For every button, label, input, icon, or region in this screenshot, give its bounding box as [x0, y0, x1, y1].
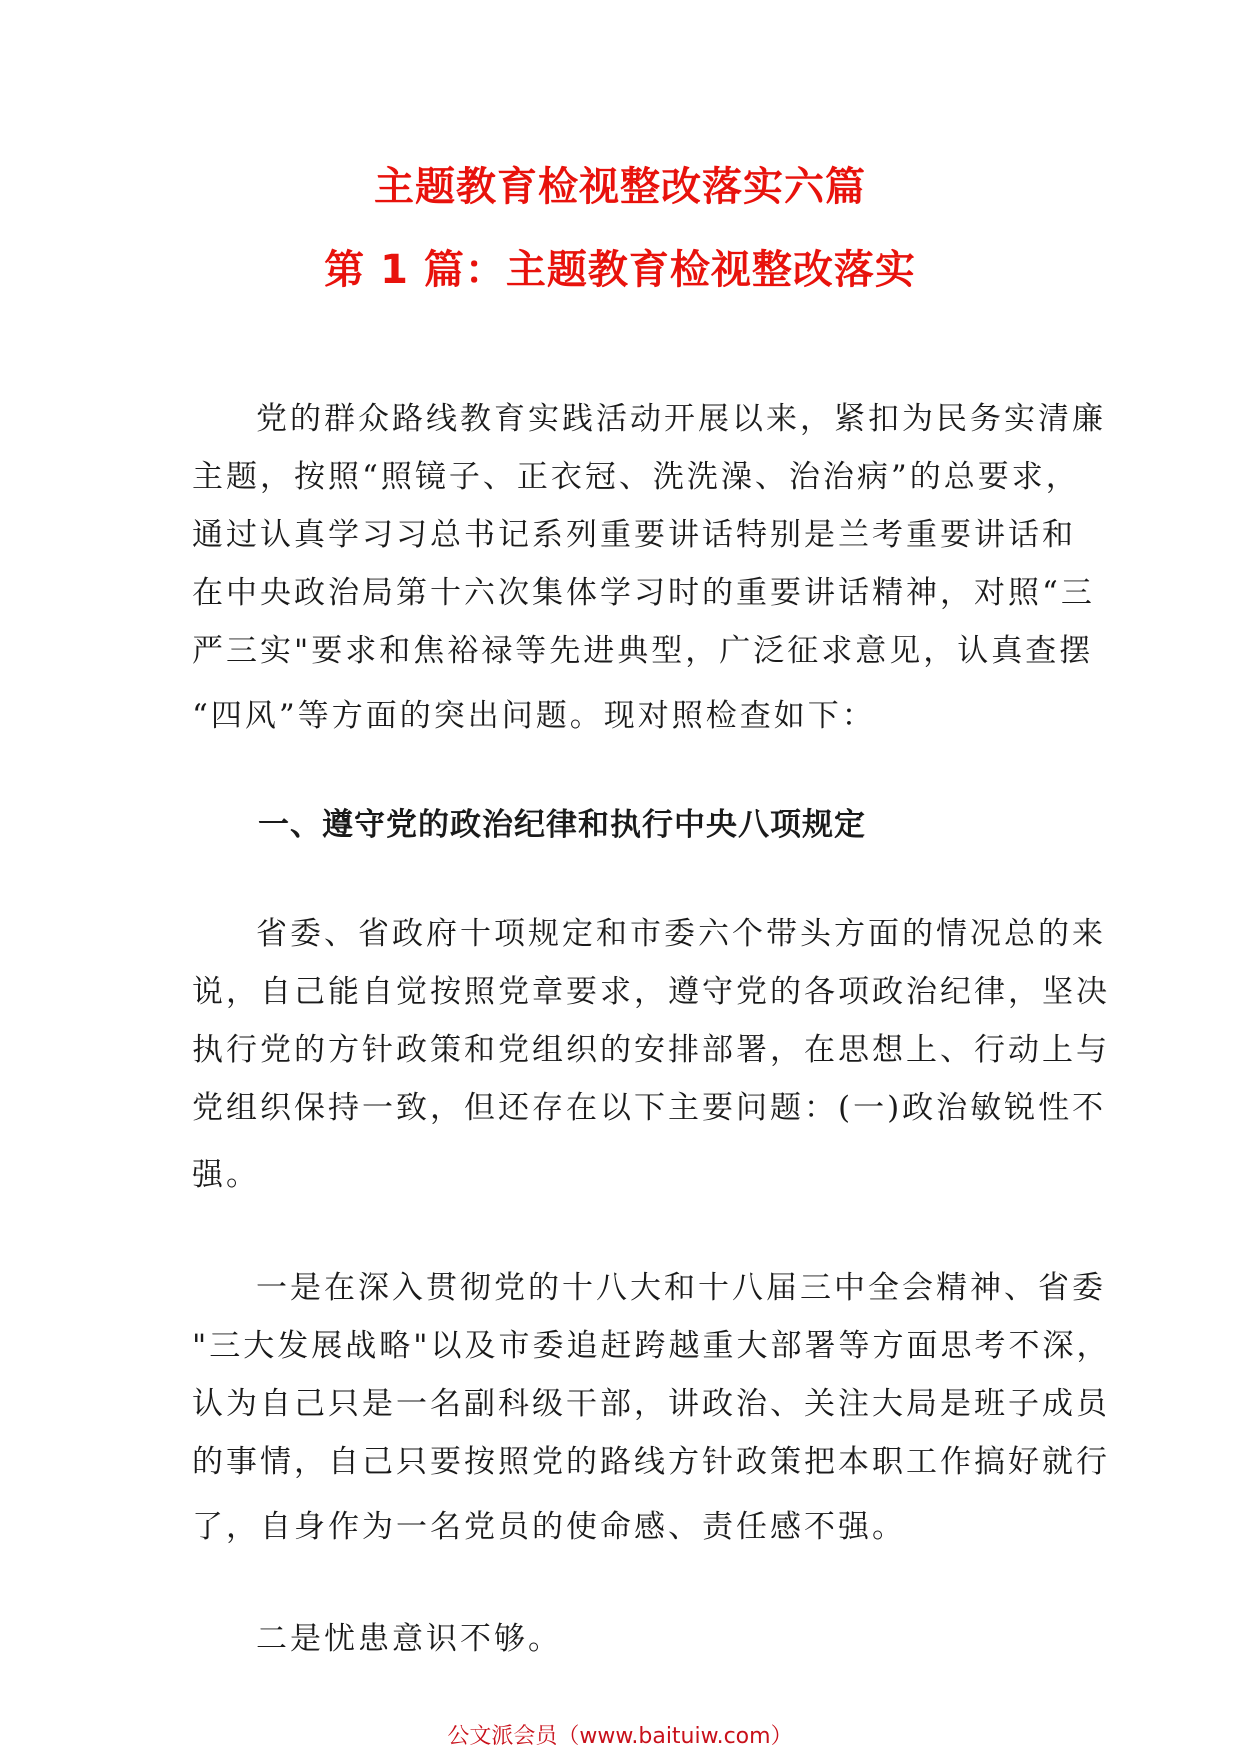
paragraph-line: 党的群众路线教育实践活动开展以来，紧扣为民务实清廉 [256, 401, 1106, 437]
paragraph-line: 一是在深入贯彻党的十八大和十八届三中全会精神、省委 [256, 1270, 1106, 1306]
paragraph-line: 强。 [192, 1157, 260, 1193]
paragraph-line: 了，自身作为一名党员的使命感、责任感不强。 [192, 1509, 906, 1545]
footer-watermark: 公文派会员（www.baituiw.com） [447, 1724, 793, 1749]
section-heading: 一、遵守党的政治纪律和执行中央八项规定 [258, 807, 866, 843]
paragraph-line: 严三实"要求和焦裕禄等先进典型，广泛征求意见，认真查摆 [192, 633, 1094, 669]
point2-paragraph: 二是忧患意识不够。 [256, 1621, 562, 1657]
paragraph-line: 省委、省政府十项规定和市委六个带头方面的情况总的来 [256, 916, 1106, 952]
paragraph-line: “四风”等方面的突出问题。现对照检查如下： [192, 698, 876, 734]
paragraph-line: 党组织保持一致，但还存在以下主要问题：(一)政治敏锐性不 [192, 1090, 1107, 1126]
paragraph-line: 认为自己只是一名副科级干部，讲政治、关注大局是班子成员 [192, 1386, 1110, 1422]
paragraph-line: 执行党的方针政策和党组织的安排部署，在思想上、行动上与 [192, 1032, 1110, 1068]
paragraph-line: 的事情，自己只要按照党的路线方针政策把本职工作搞好就行 [192, 1444, 1110, 1480]
paragraph-line: 在中央政治局第十六次集体学习时的重要讲话精神，对照“三 [192, 575, 1095, 611]
document-title: 主题教育检视整改落实六篇 [374, 164, 866, 210]
paragraph-line: 通过认真学习习总书记系列重要讲话特别是兰考重要讲话和 [192, 517, 1076, 553]
paragraph-line: "三大发展战略"以及市委追赶跨越重大部署等方面思考不深， [192, 1328, 1111, 1364]
document-subtitle: 第 1 篇：主题教育检视整改落实 [324, 247, 916, 293]
paragraph-line: 说，自己能自觉按照党章要求，遵守党的各项政治纪律，坚决 [192, 974, 1110, 1010]
paragraph-line: 主题，按照“照镜子、正衣冠、洗洗澡、治治病”的总要求， [192, 459, 1080, 495]
